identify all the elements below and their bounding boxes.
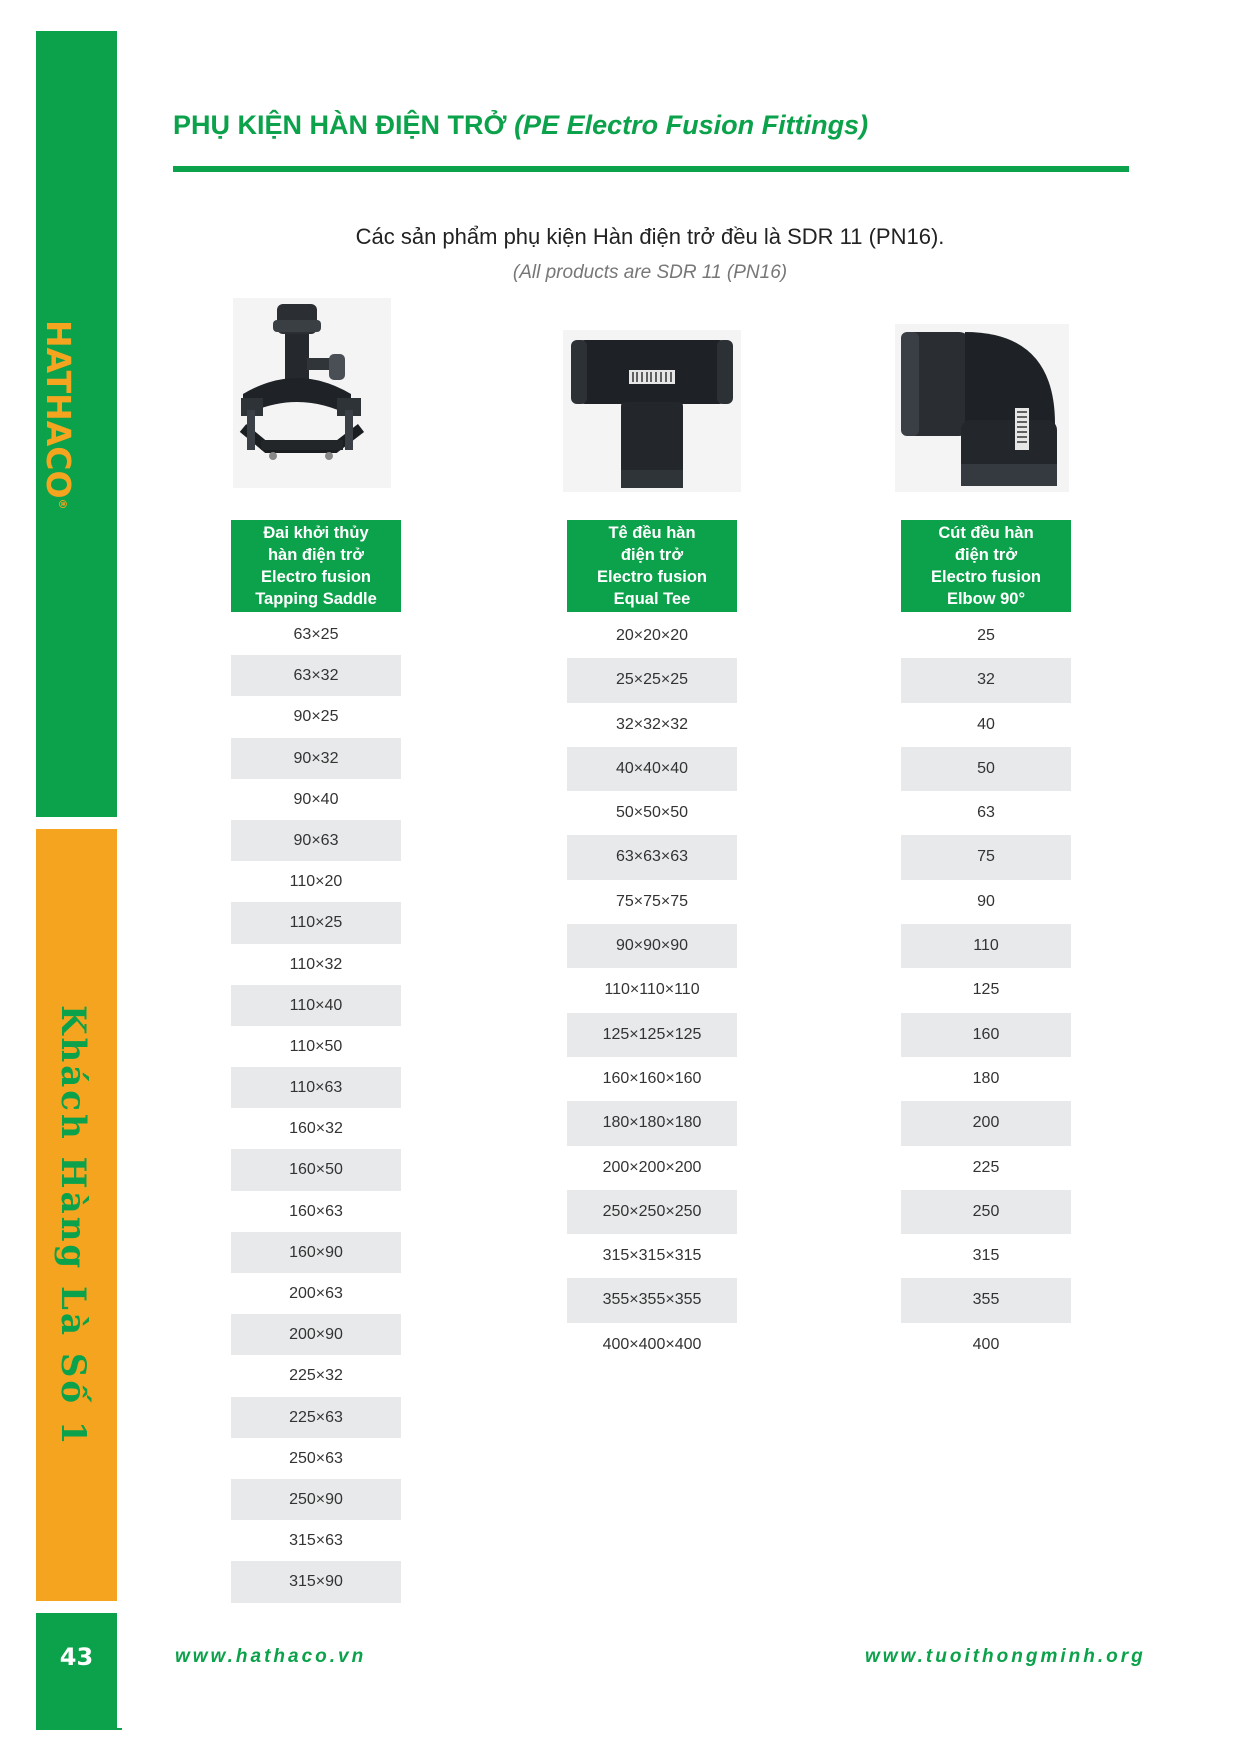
size-row: 32×32×32 [615, 715, 689, 733]
size-row: 160 [901, 1013, 1071, 1057]
page-number: 43 [59, 1643, 94, 1671]
size-row: 63×25 [293, 626, 339, 643]
size-row: 200×200×200 [602, 1158, 702, 1176]
heading-line: điện trở [620, 546, 684, 564]
size-row: 250×63 [289, 1449, 343, 1467]
heading-line: Tapping Saddle [255, 590, 377, 608]
size-row: 63×32 [231, 655, 401, 696]
elbow-90-column [901, 520, 1071, 1367]
size-row: 160×50 [231, 1149, 401, 1190]
column-heading [901, 520, 1071, 612]
size-row: 110 [901, 924, 1071, 968]
size-list [567, 614, 737, 1367]
page-title-en: (PE Electro Fusion Fittings) [514, 110, 869, 140]
size-row: 250×250×250 [567, 1190, 737, 1234]
size-row: 110×25 [231, 902, 401, 943]
size-row: 125 [972, 981, 1000, 999]
size-row: 225×63 [231, 1397, 401, 1438]
size-row: 110×110×110 [604, 981, 700, 999]
heading-line: Electro fusion [930, 568, 1041, 586]
heading-line: Đai khởi thủy [263, 524, 369, 542]
size-row: 90×32 [231, 738, 401, 779]
heading-line: điện trở [954, 546, 1018, 564]
size-row: 200 [901, 1101, 1071, 1145]
size-row: 355 [901, 1278, 1071, 1322]
size-row: 25×25×25 [567, 658, 737, 702]
size-row: 400×400×400 [602, 1335, 702, 1353]
size-row: 20×20×20 [615, 627, 689, 644]
heading-line: Elbow 90° [946, 590, 1026, 608]
size-row: 250×90 [231, 1479, 401, 1520]
brand-logo-text: HATHACO® [39, 320, 78, 510]
size-row: 110×63 [231, 1067, 401, 1108]
size-row: 110×32 [289, 955, 343, 973]
title-divider [173, 166, 1129, 172]
heading-line: Tê đều hàn [608, 524, 696, 542]
size-row: 180 [972, 1069, 1000, 1087]
size-row: 355×355×355 [567, 1278, 737, 1322]
size-row: 160×32 [289, 1120, 343, 1138]
size-row: 40×40×40 [567, 747, 737, 791]
column-heading [567, 520, 737, 612]
size-row: 63×63×63 [567, 835, 737, 879]
intro-text-vi: Các sản phẩm phụ kiện Hàn điện trở đều là SDR 11 (PN16). [355, 224, 945, 249]
size-row: 180×180×180 [567, 1101, 737, 1145]
size-row: 200×63 [289, 1285, 343, 1302]
size-row: 110×50 [289, 1037, 343, 1055]
tapping-saddle-column [231, 520, 401, 1603]
size-row: 25 [977, 627, 995, 644]
size-row: 40 [977, 715, 995, 733]
heading-line: Cút đều hàn [938, 524, 1034, 542]
size-row: 110×40 [231, 985, 401, 1026]
size-row: 90×25 [293, 708, 339, 726]
intro-text-en: (All products are SDR 11 (PN16) [512, 262, 788, 283]
size-row: 315×90 [231, 1561, 401, 1602]
column-heading [231, 520, 401, 612]
tapping-saddle-image [233, 298, 391, 488]
size-row: 50×50×50 [615, 804, 689, 822]
size-row: 250 [901, 1190, 1071, 1234]
size-row: 315 [972, 1247, 1000, 1265]
elbow-90-image [895, 324, 1069, 492]
heading-line: Electro fusion [596, 568, 707, 586]
size-row: 200×90 [231, 1314, 401, 1355]
page-title [173, 110, 868, 141]
size-row: 90 [977, 892, 995, 910]
footer-url-hathaco[interactable]: www.hathaco.vn [175, 1646, 367, 1667]
size-row: 75×75×75 [615, 892, 689, 910]
size-row: 90×40 [293, 790, 339, 808]
size-row: 160×160×160 [602, 1069, 702, 1087]
size-row: 125×125×125 [567, 1013, 737, 1057]
size-row: 63 [977, 804, 995, 822]
size-list [901, 614, 1071, 1367]
equal-tee-column [567, 520, 737, 1367]
heading-line: Equal Tee [613, 590, 691, 608]
size-row: 315×315×315 [602, 1247, 702, 1265]
size-row: 110×20 [289, 873, 343, 891]
slogan: Khách Hàng Là Số 1 [53, 1005, 93, 1448]
size-row: 400 [972, 1335, 1000, 1353]
page-number-block [36, 1613, 117, 1729]
size-row: 75 [901, 835, 1071, 879]
equal-tee-image [563, 330, 741, 492]
size-row: 160×63 [289, 1202, 343, 1220]
size-row: 225 [972, 1158, 1000, 1176]
size-row: 90×63 [231, 820, 401, 861]
heading-line: Electro fusion [260, 568, 371, 586]
size-row: 32 [901, 658, 1071, 702]
size-row: 225×32 [289, 1367, 343, 1385]
sidebar-bottom-line [36, 1728, 122, 1730]
heading-line: hàn điện trở [267, 546, 365, 564]
page-title-vi: PHỤ KIỆN HÀN ĐIỆN TRỞ [173, 110, 507, 140]
size-row: 90×90×90 [567, 924, 737, 968]
size-row: 315×63 [289, 1532, 343, 1550]
footer-url-tuoithongminh[interactable]: www.tuoithongminh.org [865, 1646, 1146, 1667]
size-row: 50 [901, 747, 1071, 791]
size-list [231, 614, 401, 1603]
size-row: 160×90 [231, 1232, 401, 1273]
